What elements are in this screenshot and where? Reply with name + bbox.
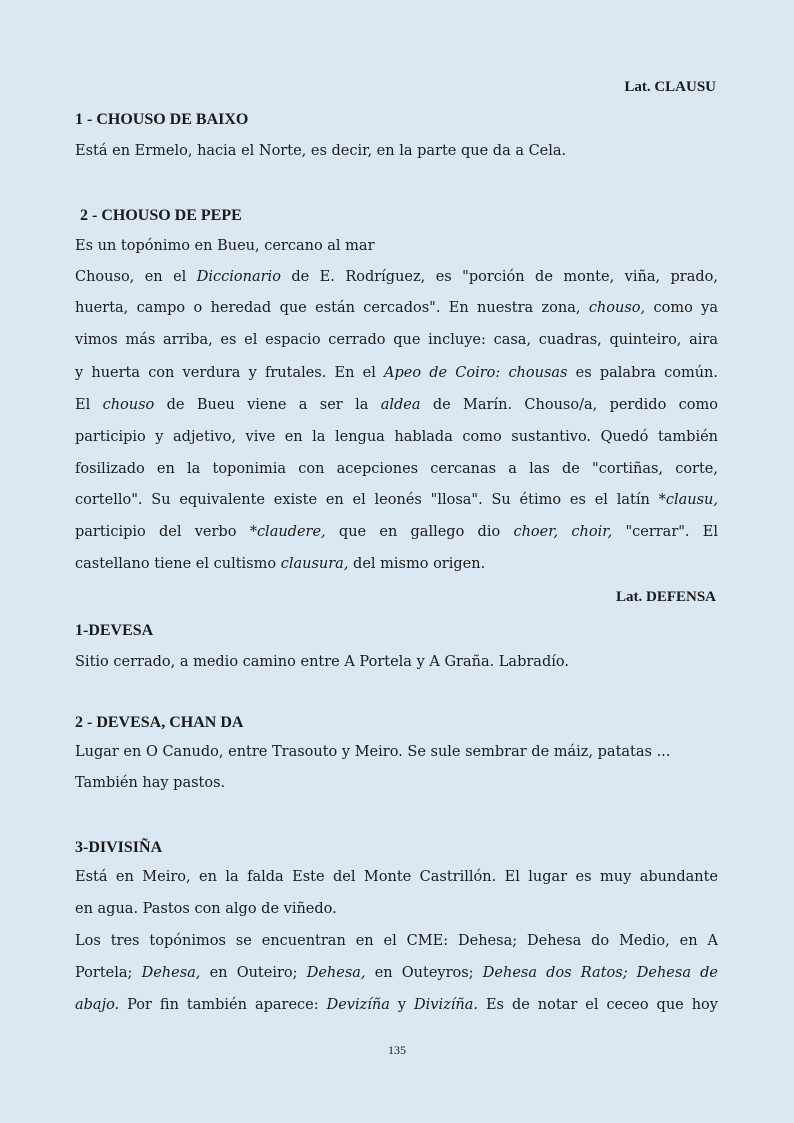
text-line: y huerta con verdura y frutales. En el Apeo de Coiro: chousas es palabra común. [75, 365, 718, 381]
text-line: en agua. Pastos con algo de viñedo. [75, 901, 337, 917]
text-line: El chouso de Bueu viene a ser la aldea de Marín. Chouso/a, perdido como [75, 397, 718, 413]
text-line: Es un topónimo en Bueu, cercano al mar [75, 238, 375, 254]
text-line: Chouso, en el Diccionario de E. Rodríguez, es "porción de monte, viña, prado, [75, 269, 718, 285]
text-line: Está en Ermelo, hacia el Norte, es decir, en la parte que da a Cela. [75, 143, 567, 159]
text-line: También hay pastos. [75, 775, 226, 791]
text-line: participio del verbo *claudere, que en gallego dio choer, choir, "cerrar". El [75, 524, 718, 540]
text-line: Los tres topónimos se encuentran en el CME: Dehesa; Dehesa do Medio, en A [75, 933, 718, 949]
page-number: 135 [388, 1043, 406, 1057]
text-line: Lugar en O Canudo, entre Trasouto y Meiro. Se sule sembrar de máiz, patatas ... [75, 744, 671, 760]
heading-devesa: 1-DEVESA [75, 622, 154, 639]
text-line: fosilizado en la toponimia con acepciones cercanas a las de "cortiñas, corte, [75, 461, 718, 477]
heading-divisina: 3-DIVISIÑA [75, 839, 163, 856]
text-line: cortello". Su equivalente existe en el leonés "llosa". Su étimo es el latín *clausu, [75, 492, 718, 508]
text-line: participio y adjetivo, vive en la lengua hablada como sustantivo. Quedó también [75, 429, 718, 445]
text-line: Está en Meiro, en la falda Este del Monte Castrillón. El lugar es muy abundante [75, 869, 718, 885]
heading-devesa-chan-da: 2 - DEVESA, CHAN DA [75, 714, 244, 731]
text-line: castellano tiene el cultismo clausura, del mismo origen. [75, 556, 486, 572]
text-line: huerta, campo o heredad que están cercados". En nuestra zona, chouso, como ya [75, 300, 718, 316]
text-line: abajo. Por fin también aparece: Devizíña y Divizíña. Es de notar el ceceo que hoy [75, 997, 718, 1013]
text-line: Portela; Dehesa, en Outeiro; Dehesa, en Outeyros; Dehesa dos Ratos; Dehesa de [75, 965, 718, 981]
heading-chouso-de-pepe: 2 - CHOUSO DE PEPE [80, 207, 242, 224]
heading-chouso-de-baixo: 1 - CHOUSO DE BAIXO [75, 111, 249, 128]
section-label-defensa: Lat. DEFENSA [615, 589, 716, 605]
section-label-clausu: Lat. CLAUSU [624, 79, 716, 95]
text-line: vimos más arriba, es el espacio cerrado que incluye: casa, cuadras, quinteiro, aira [75, 332, 718, 348]
text-line: Sitio cerrado, a medio camino entre A Portela y A Graña. Labradío. [75, 654, 569, 670]
